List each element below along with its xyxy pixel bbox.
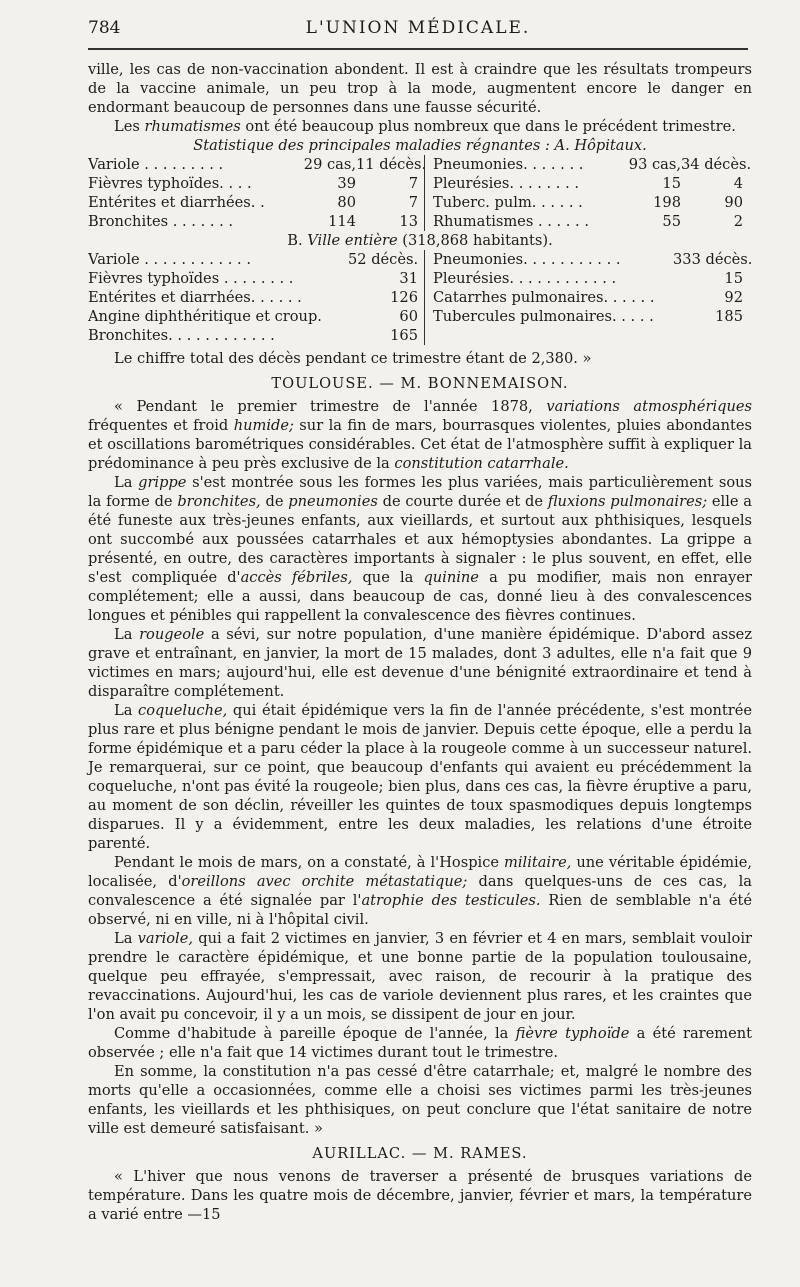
- table-row: Fièvres typhoïdes . . . . . . . . 31: [88, 270, 418, 287]
- header-rule: [88, 48, 748, 50]
- table-row: Fièvres typhoïdes. . . . 39 7: [88, 175, 418, 192]
- table-row: Tuberc. pulm. . . . . . 198 90: [433, 194, 743, 211]
- paragraph-oreillons: Pendant le mois de mars, on a constaté, à l'Hospice militaire, une véritable épidémie, localisée, d'oreillons avec orchite métastatique; dans quelques-uns de ces cas, la convalescence a été signalée par l'atrophie des testicules. Rien de semblable n'a été observé, ni en ville, ni à l'hôpital civil.: [88, 854, 752, 928]
- table-row: Angine diphthéritique et croup. 60: [88, 308, 418, 325]
- page-number: 784: [88, 18, 121, 38]
- table-row: Rhumatismes . . . . . . 55 2: [433, 213, 743, 230]
- paragraph-grippe: La grippe s'est montrée sous les formes les plus variées, mais particulièrement sous la forme de bronchites, de pneumonies de courte durée et de fluxions pulmonaires; elle a été funeste aux très-jeunes enfants, aux vieillards, et surtout aux phthisiques, lesquels ont succombé aux poussées catarrhales et aux hémoptysies abondantes. La grippe a présenté, en outre, des caractères importants à signaler : le plus souvent, en effet, elle s'est compliquée d'accès fébriles, que la quinine a pu modifier, mais non enrayer complétement; elle a aussi, dans beaucoup de cas, donné lieu à des convalescences longues et pénibles qui rappellent la convalescence des fièvres continues.: [88, 474, 752, 624]
- table-b-title: B. Ville entière (318,868 habitants).: [287, 232, 553, 249]
- table-a-right-column: [425, 155, 752, 231]
- table-row: Pleurésies. . . . . . . . 15 4: [433, 175, 743, 192]
- table-row: Bronchites . . . . . . . 114 13: [88, 213, 418, 230]
- page-body: [88, 60, 752, 1224]
- table-ville-entiere: [88, 250, 752, 345]
- paragraph-coqueluche: La coqueluche, qui était épidémique vers la fin de l'année précédente, s'est montrée plus rare et plus bénigne pendant le mois de janvier. Depuis cette époque, elle a perdu la forme épidémique et a paru céder la place à la rougeole comme à un successeur naturel. Je remarquerai, sur ce point, que beaucoup d'enfants qui avaient eu précédemment la coqueluche, n'ont pas évité la rougeole; bien plus, dans ces cas, la fièvre éruptive a paru, au moment de son déclin, réveiller les quintes de toux spasmodiques depuis longtemps disparues. Il y a évidemment, entre les deux maladies, les relations d'une étroite parenté.: [88, 702, 753, 852]
- table-row: Pneumonies. . . . . . . . . . . 333 décès.: [433, 251, 753, 268]
- table-row: Variole . . . . . . . . . 29 cas, 11 décès.: [88, 156, 427, 173]
- table-row: Tubercules pulmonaires. . . . . 185: [433, 308, 743, 325]
- table-a-left-column: [88, 155, 425, 231]
- table-row: Entérites et diarrhées. . . . . . 126: [88, 289, 418, 306]
- section-heading-aurillac: AURILLAC. — M. RAMES.: [312, 1145, 528, 1162]
- paragraph-aurillac-1: « L'hiver que nous venons de traverser a présenté de brusques variations de température. Dans les quatre mois de décembre, janvier, février et mars, la température a varié entre —15: [88, 1168, 752, 1223]
- section-heading-toulouse: TOULOUSE. — M. BONNEMAISON.: [271, 375, 569, 392]
- paragraph-rhumatismes: Les rhumatismes ont été beaucoup plus nombreux que dans le précédent trimestre.: [114, 118, 736, 135]
- total-line: Le chiffre total des décès pendant ce trimestre étant de 2,380. »: [114, 350, 592, 367]
- paragraph-fievre-typhoide: Comme d'habitude à pareille époque de l'année, la fièvre typhoïde a été rarement observée ; elle n'a fait que 14 victimes durant tout le trimestre.: [88, 1025, 752, 1061]
- paragraph-variole: La variole, qui a fait 2 victimes en janvier, 3 en février et 4 en mars, semblait vouloir prendre le caractère épidémique, et une bonne partie de la population toulousaine, quelque peu effrayée, s'empressait, avec raison, de recourir à la pratique des revaccinations. Aujourd'hui, les cas de variole deviennent plus rares, et les craintes que l'on avait pu concevoir, il y a un mois, se dissipent de jour en jour.: [88, 930, 752, 1023]
- table-row: Pleurésies. . . . . . . . . . . . 15: [433, 270, 743, 287]
- paragraph-conclusion: En somme, la constitution n'a pas cessé d'être catarrhale; et, malgré le nombre des morts qu'elle a occasionnées, comme elle a choisi ses victimes parmi les très-jeunes enfants, les vieillards et les phthisiques, on peut conclure que l'état sanitaire de notre ville est demeuré satisfaisant. »: [88, 1063, 752, 1137]
- paragraph-intro: ville, les cas de non-vaccination abondent. Il est à craindre que les résultats trompeurs de la vaccine animale, un peu trop à la mode, augmentent encore le danger en endormant beaucoup de personnes dans une fausse sécurité.: [88, 61, 752, 116]
- table-a-title: Statistique des principales maladies régnantes : A. Hôpitaux.: [193, 137, 647, 154]
- paragraph-toulouse-1: « Pendant le premier trimestre de l'année 1878, variations atmosphériques fréquentes et froid humide; sur la fin de mars, bourrasques violentes, pluies abondantes et oscillations barométriques considérables. Cet état de l'atmosphère suffit à expliquer la prédominance à peu près exclusive de la constitution catarrhale.: [88, 398, 752, 472]
- table-row: Entérites et diarrhées. . 80 7: [88, 194, 418, 211]
- paragraph-rougeole: La rougeole a sévi, sur notre population, d'une manière épidémique. D'abord assez grave et entraînant, en janvier, la mort de 15 malades, dont 3 adultes, elle n'a fait que 9 victimes en mars; aujourd'hui, elle est devenue d'une bénignité extraordinaire et tend à disparaître complétement.: [88, 626, 753, 700]
- table-row: Variole . . . . . . . . . . . . 52 décès.: [88, 251, 419, 268]
- table-hopitaux: [88, 155, 752, 231]
- table-row: Pneumonies. . . . . . . 93 cas, 34 décès.: [433, 156, 752, 173]
- table-b-left-column: [88, 250, 425, 345]
- table-row: Catarrhes pulmonaires. . . . . . 92: [433, 289, 743, 306]
- running-title: L'UNION MÉDICALE.: [305, 18, 531, 38]
- table-b-right-column: [425, 250, 753, 345]
- page-header: [88, 18, 748, 46]
- table-row: Bronchites. . . . . . . . . . . . 165: [88, 327, 418, 344]
